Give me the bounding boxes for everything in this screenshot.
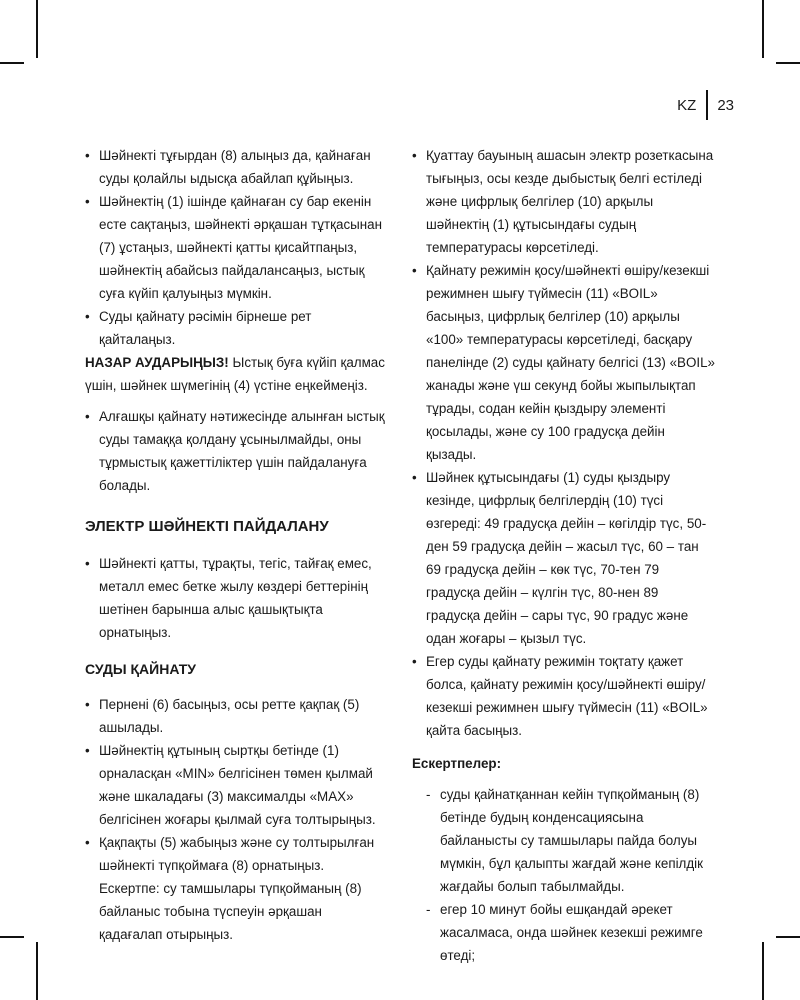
list-item: • Қайнату режимін қосу/шәйнекті өшіру/кезекші режимнен шығу түймесін (11) «BOIL» басыңыз, цифрлық белгілер (10) арқылы «100» температурасы көрсетіледі, басқару панелінде (2) суды қайнату белгісі (13) «BOIL» жанады және үш секунд бойы жыпылықтап тұрады, содан кейін қыздыру элементі қосылады, және су 100 градусқа дейін қызады.	[412, 259, 716, 466]
list-item: • Шәйнектің құтының сыртқы бетінде (1) орналасқан «MIN» белгісінен төмен қылмай және шкаладағы (3) максималды «MAX» белгісінен жоғары қылмай суға толтырыңыз.	[85, 739, 385, 831]
list-item: • Егер суды қайнату режимін тоқтату қажет болса, қайнату режимін қосу/шәйнекті өшіру/кезекші режимнен шығу түймесін (11) «BOIL» қайта басыңыз.	[412, 650, 716, 742]
list-item: - егер 10 минут бойы ешқандай әрекет жасалмаса, онда шәйнек кезекші режимге өтеді;	[426, 898, 716, 967]
right-column	[412, 144, 716, 967]
list-item: • Алғашқы қайнату нәтижесінде алынған ыстық суды тамаққа қолдану ұсынылмайды, оны тұрмыстық қажеттіліктер үшін пайдалануға болады.	[85, 405, 385, 497]
crop-mark	[0, 62, 24, 64]
bullet-list	[85, 552, 385, 644]
crop-mark	[776, 62, 800, 64]
page-number: 23	[717, 96, 734, 114]
crop-mark	[36, 942, 38, 1000]
bullet-list	[85, 144, 385, 351]
crop-mark	[0, 936, 24, 938]
list-item: • Қуаттау бауының ашасын электр розеткасына тығыңыз, осы кезде дыбыстық белгі естіледі және цифрлық белгілер (10) арқылы шәйнектің (1) құтысындағы судың температурасы көрсетіледі.	[412, 144, 716, 259]
list-item: • Шәйнек құтысындағы (1) суды қыздыру кезінде, цифрлық белгілердің (10) түсі өзгереді: 49 градусқа дейін – көгілдір түс, 50-ден 59 градусқа дейін – жасыл түс, 60 – тан 69 градусқа дейін – көк түс, 70-тен 79 градусқа дейін – күлгін түс, 80-нен 89 градусқа дейін – сары түс, 90 градус және одан жоғары – қызыл түс.	[412, 466, 716, 650]
list-item: - суды қайнатқаннан кейін түпқойманың (8) бетінде будың конденсациясына байланысты су тамшылары пайда болуы мүмкін, бұл қалыпты жағдай және кепілдік жағдайы болып табылмайды.	[426, 783, 716, 898]
left-column	[85, 144, 385, 946]
header-divider	[706, 90, 708, 120]
list-item: • Шәйнектің (1) ішінде қайнаған су бар екенін есте сақтаңыз, шәйнекті әрқашан тұтқасынан (7) ұстаңыз, шәйнекті қатты қисайтпаңыз, шәйнектің абайсыз пайдалансаңыз, ыстық суға күйіп қалуыңыз мүмкін.	[85, 190, 385, 305]
crop-mark	[776, 936, 800, 938]
list-item: • Қақпақты (5) жабыңыз және су толтырылған шәйнекті түпқоймаға (8) орнатыңыз. Ескертпе: су тамшылары түпқойманың (8) байланыс тобына түспеуін әрқашан қадағалап отырыңыз.	[85, 831, 385, 946]
attention-label: НАЗАР АУДАРЫҢЫЗ!	[85, 355, 229, 370]
subsection-title: СУДЫ ҚАЙНАТУ	[85, 661, 196, 677]
bullet-list	[85, 693, 385, 946]
crop-mark	[36, 0, 38, 58]
bullet-list	[85, 405, 385, 497]
list-item: • Шәйнекті тұғырдан (8) алыңыз да, қайнаған суды қолайлы ыдысқа абайлап құйыңыз.	[85, 144, 385, 190]
language-code: KZ	[677, 96, 697, 114]
crop-mark	[762, 0, 764, 58]
crop-mark	[762, 942, 764, 1000]
attention-note	[85, 351, 385, 397]
notes-list	[412, 783, 716, 967]
list-item: • Пернені (6) басыңыз, осы ретте қақпақ (5) ашылады.	[85, 693, 385, 739]
notes-title: Ескертпелер:	[412, 756, 502, 771]
bullet-list	[412, 144, 716, 742]
attention-text: Ыстық буға күйіп қалмас үшін, шәйнек шүмегінің (4) үстіне еңкеймеңіз.	[85, 355, 385, 393]
page-header	[677, 92, 734, 118]
list-item: • Шәйнекті қатты, тұрақты, тегіс, тайғақ емес, металл емес бетке жылу көздері беттерінің шетінен барынша алыс қашықтықта орнатыңыз.	[85, 552, 385, 644]
section-title: ЭЛЕКТР ШӘЙНЕКТІ ПАЙДАЛАНУ	[85, 518, 329, 535]
list-item: • Суды қайнату рәсімін бірнеше рет қайталаңыз.	[85, 305, 385, 351]
